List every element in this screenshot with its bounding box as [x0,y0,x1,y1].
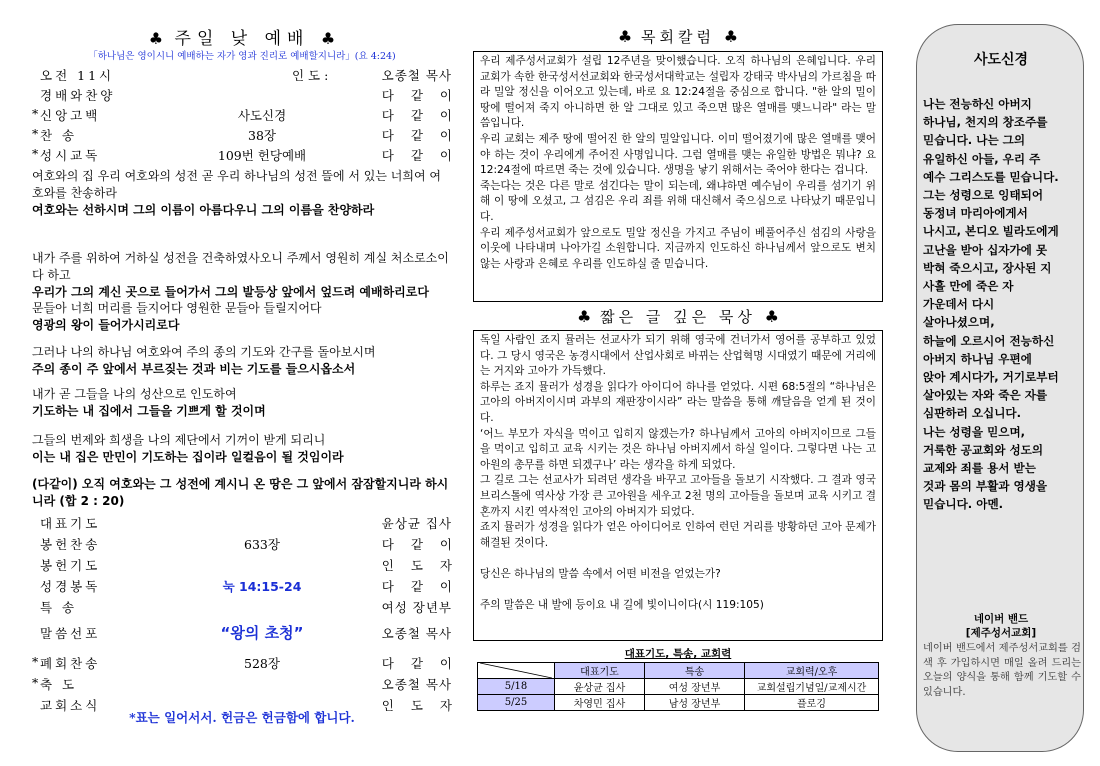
club-icon: ♣ [148,29,164,48]
order-leader: 다같이 [381,148,469,163]
creed-line: 심판하러 오십니다. [923,406,1022,421]
schedule-row [478,679,879,695]
column-title [473,26,883,47]
leader-line: 여호와의 집 우리 여호와의 성전 곧 우리 하나님의 성전 뜰에 서 있는 너희여 여호와를 찬송하라 [32,169,441,200]
creed-line: 사흘 만에 죽은 자 [923,279,1014,294]
band-body: 네이버 밴드에서 제주성서교회를 검색 후 가입하시면 매일 올려 드리는 오늘의 양식을 통해 함께 기도할 수 있습니다. [923,643,1081,698]
schedule-song: 남성 장년부 [645,695,745,711]
schedule-date: 5/25 [478,695,555,711]
order-leader: 오종철 목사 [381,677,452,692]
club-icon: ♣ [577,307,592,326]
creed-line: 그는 성령으로 잉태되어 [923,188,1044,203]
creed-line: 나는 전능하신 아버지 [923,97,1032,111]
creed-line: 아버지 하나님 우편에 [923,351,1032,366]
band-subtitle: [제주성서교회] [965,627,1037,639]
order-leader: 오종철 목사 [381,626,452,641]
order-name: 대표기도 [40,516,101,531]
responsive-block [32,386,452,420]
creed-line: 유일하신 아들, 우리 주 [923,151,1041,166]
club-icon: ♣ [764,307,779,326]
schedule-header: 특송 [645,663,745,679]
order-name: 봉헌찬송 [40,537,101,552]
creed-line: 앉아 계시다가, 거기로부터 [923,370,1059,385]
creed-line: 박혀 죽으시고, 장사된 지 [923,260,1052,275]
order-name: 교회소식 [40,698,101,713]
leader-line: 그러나 나의 하나님 여호와여 주의 종의 기도와 간구를 돌아보시며 [32,345,376,359]
congregation-line: 기도하는 내 집에서 그들을 기쁘게 할 것이며 [32,404,266,418]
meditation-paragraph: 그 길로 그는 선교사가 되려던 생각을 바꾸고 고아들을 돌보기 시작했다. 그 결과 영국 브리스톨에 역사상 가장 큰 고아원을 세우고 2천 명의 고아들을 돌보며 교육 시키고 결혼까지 시킨 역사적인 고아의 아버지가 되었다. [480,474,876,518]
column-paragraph: 죽는다는 것은 다른 말로 섬긴다는 말이 되는데, 왜냐하면 예수님이 우리를 섬기기 위해 이 땅에 오셨고, 그 섬김은 우리 죄를 위해 대신해서 죽으심으로 나타났기 때문입니다. [480,179,876,223]
responsive-block [32,344,452,378]
order-item: 눅 14:15-24 [222,579,302,594]
band-title [917,612,1085,640]
order-item: 사도신경 [237,108,287,123]
congregation-line: 주의 종이 주 앞에서 부르짖는 것과 비는 기도를 들으시옵소서 [32,362,356,376]
leader-label: 인 도 : [292,68,329,83]
order-name: 성경봉독 [40,579,101,594]
order-name: 봉헌기도 [40,558,101,573]
meditation-paragraph: 당신은 하나님의 말씀 속에서 어떤 비전을 얻었는가? [480,567,721,580]
creed-line: 교제와 죄를 용서 받는 [923,461,1036,476]
responsive-block [32,476,452,510]
schedule-header: 대표기도 [555,663,645,679]
order-mark: * [32,146,39,161]
order-row [32,535,469,555]
order-leader: 인도자 [381,698,469,713]
order-name: 신앙고백 [40,108,101,123]
order-leader: 다같이 [381,88,469,103]
order-row [32,654,469,674]
column-paragraph: 우리 교회는 제주 땅에 떨어진 한 알의 밀알입니다. 이미 떨어졌기에 많은 열매를 맺어야 하는 것이 우리에게 주어진 사명입니다. 그럼 열매를 맺는 유일한 방법은 뭐냐? 요 12:24절에 따르면 죽는 것에 있습니다. 생명을 낳기 위해서는 죽어야 한다는 겁니다. [480,132,876,177]
congregation-line: 여호와는 선하시며 그의 이름이 아름다우니 그의 이름을 찬양하라 [32,203,375,217]
column-box [473,51,883,302]
schedule-calendar: 교회설립기념일/교제시간 [745,679,879,695]
schedule-corner-cell [478,663,555,679]
order-name: 축 도 [40,677,78,692]
worship-time: 오전 11시 [40,68,115,83]
order-row [32,598,452,618]
order-item: 38장 [248,128,276,143]
order-mark: * [32,675,39,690]
order-item: 528장 [244,656,280,671]
order-leader: 여성 장년부 [381,600,452,615]
creed-body [923,95,1081,514]
worship-verse: 「하나님은 영이시니 예배하는 자가 영과 진리로 예배할지니라」(요 4:24) [88,51,396,62]
order-leader: 다같이 [381,579,469,594]
worship-leader: 오종철 목사 [381,68,452,83]
order-row [32,577,469,597]
congregation-line: 우리가 그의 계신 곳으로 들어가서 그의 발등상 앞에서 엎드려 예배하리로다 [32,285,429,299]
meditation-paragraph: ‘어느 부모가 자식을 먹이고 입히지 않겠는가? 하나님께서 고아의 아버지이므로 그들을 먹이고 입히고 교육 시키는 것은 하나님 아버지께서 하실 일이다. 그렇다면 나는 고아원의 총무를 하면 되겠구나’ 라는 생각을 하게 되었다. [480,427,876,471]
schedule-header-row [478,663,879,679]
creed-line: 나는 성령을 믿으며, [923,424,1026,439]
creed-line: 거룩한 공교회와 성도의 [923,442,1044,457]
meditation-paragraph: 하루는 죠지 뮬러가 성경을 읽다가 아이디어 하나를 얻었다. 시편 68:5절의 “하나님은 고아의 아버지이시며 과부의 재판장이시라” 라는 말씀을 통해 깨달음을 얻게 된 것이다. [480,380,876,424]
order-mark: * [32,126,39,141]
order-name: 경배와찬양 [40,88,116,103]
creed-line: 동정녀 마리아에게서 [923,206,1028,221]
meditation-box [473,330,883,641]
meditation-paragraph: 죠지 뮬러가 성경을 읽다가 얻은 아이디어로 인하여 런던 거리를 방황하던 고아 문제가 해결된 것이다. [480,521,876,549]
leader-line: 내가 주를 위하여 거하실 성전을 건축하였사오니 주께서 영원히 계실 처소로소이다 하고 [32,251,449,282]
creed-line: 살아나셨으며, [923,315,995,330]
responsive-block [32,432,452,466]
club-icon: ♣ [617,27,633,46]
order-leader: 다같이 [381,537,469,552]
leader-line: 내가 곧 그들을 나의 성산으로 인도하여 [32,387,237,401]
order-item: “왕의 초청” [220,624,304,642]
order-leader: 다같이 [381,108,469,123]
order-row [32,106,469,126]
congregation-line: 영광의 왕이 들어가시리로다 [32,318,180,332]
order-row [32,146,469,166]
creed-line: 하나님, 천지의 창조주를 [923,115,1048,130]
meditation-title-text: 짧은 글 깊은 묵상 [600,308,756,326]
creed-line: 살아있는 자와 죽은 자를 [923,388,1048,403]
order-row [32,624,452,644]
order-name: 특 송 [40,600,78,615]
meditation-paragraph: 주의 말씀은 내 발에 등이요 내 길에 빛이니이다(시 119:105) [480,599,764,612]
meditation-paragraph [480,551,876,567]
order-leader: 윤상균 집사 [381,516,452,531]
schedule-calendar: 플로깅 [745,695,879,711]
order-mark: * [32,106,39,121]
worship-time-row [32,66,452,86]
creed-line: 것과 몸의 부활과 영생을 [923,479,1048,494]
schedule-date: 5/18 [478,679,555,695]
creed-panel [916,24,1084,752]
order-row [32,86,469,106]
order-name: 말씀선포 [40,626,101,641]
order-row [32,675,452,695]
order-name: 찬 송 [40,128,78,143]
column-paragraph: 우리 제주성서교회가 앞으로도 밀알 정신을 가지고 주님이 베풀어주신 섬김의 사랑을 이웃에 나타내며 나아가길 소원합니다. 지금까지 인도하신 하나님께서 앞으로도 변치 않는 사랑과 은혜로 우리를 인도하실 줄 믿습니다. [480,226,876,270]
schedule-prayer: 차영민 집사 [555,695,645,711]
creed-line: 나시고, 본디오 빌라도에게 [923,224,1059,239]
creed-line: 예수 그리스도를 믿습니다. [923,169,1059,184]
middle-panel [473,0,883,766]
responsive-block [32,168,452,219]
creed-line: 믿습니다. 아멘. [923,497,1004,512]
column-title-text: 목회칼럼 [641,28,715,46]
order-leader: 다같이 [381,128,469,143]
schedule-header: 교회력/오후 [745,663,879,679]
order-mark: * [32,654,39,669]
congregation-line: (다같이) 오직 여호와는 그 성전에 계시니 온 땅은 그 앞에서 잠잠할지니라 하시니라 (합 2 : 20) [32,477,449,508]
order-item: 633장 [244,537,280,552]
schedule-row [478,695,879,711]
responsive-block [32,250,452,301]
footer-note: *표는 일어서서. 헌금은 헌금함에 합니다. [129,710,355,725]
congregation-line: 이는 내 집은 만민이 기도하는 집이라 일컬음이 될 것임이라 [32,450,344,464]
order-leader: 인도자 [381,558,469,573]
schedule-prayer: 윤상균 집사 [555,679,645,695]
creed-line: 하늘에 오르시어 전능하신 [923,333,1055,348]
creed-line: 믿습니다. 나는 그의 [923,133,1026,148]
order-row [32,556,469,576]
order-row [32,126,469,146]
creed-line: 가운데서 다시 [923,297,995,312]
club-icon: ♣ [320,29,336,48]
club-icon: ♣ [723,27,739,46]
band-title-text: 네이버 밴드 [973,613,1029,625]
order-name: 성시교독 [40,148,101,163]
order-name: 폐회찬송 [40,656,101,671]
worship-title [32,24,452,49]
schedule-table [477,662,879,711]
diagonal-line-icon [480,663,552,678]
column-paragraph: 우리 제주성서교회가 설립 12주년을 맞이했습니다. 오직 하나님의 은혜입니다. 우리 교회가 속한 한국성서선교회와 한국성서대학교는 설립자 강태국 박사님의 가르침을 따라 밀알 정신을 이어오고 있는데, 바로 요 12:24절을 중심으로 합니다. "한 알의 밀이 땅에 떨어져 죽지 아니하면 한 알 그대로 있고 죽으면 많은 열매를 맺느니라" 라는 말씀입니다. [480,55,876,130]
creed-title: 사도신경 [973,52,1029,68]
responsive-block [32,300,452,334]
leader-line: 그들의 번제와 희생을 나의 제단에서 기꺼이 받게 되리니 [32,433,326,447]
meditation-title [473,306,883,327]
order-item: 109번 헌당예배 [217,148,307,163]
creed-line: 고난을 받아 십자가에 못 [923,242,1048,257]
order-leader: 다같이 [381,656,469,671]
order-row [32,514,452,534]
worship-order-panel [32,0,469,766]
worship-title-text: 주일 낮 예배 [174,29,310,49]
schedule-song: 여성 장년부 [645,679,745,695]
meditation-paragraph: 독일 사람인 죠지 뮬러는 선교사가 되기 위해 영국에 건너가서 영어를 공부하고 있었다. 그 당시 영국은 농경시대에서 산업사회로 바뀌는 산업혁명 시대였기 때문에 거리에는 거지와 고아가 가득했다. [480,334,876,378]
leader-line: 문들아 너희 머리를 들지어다 영원한 문들아 들릴지어다 [32,301,322,315]
schedule-title: 대표기도, 특송, 교회력 [624,648,732,660]
meditation-paragraph [480,583,876,599]
